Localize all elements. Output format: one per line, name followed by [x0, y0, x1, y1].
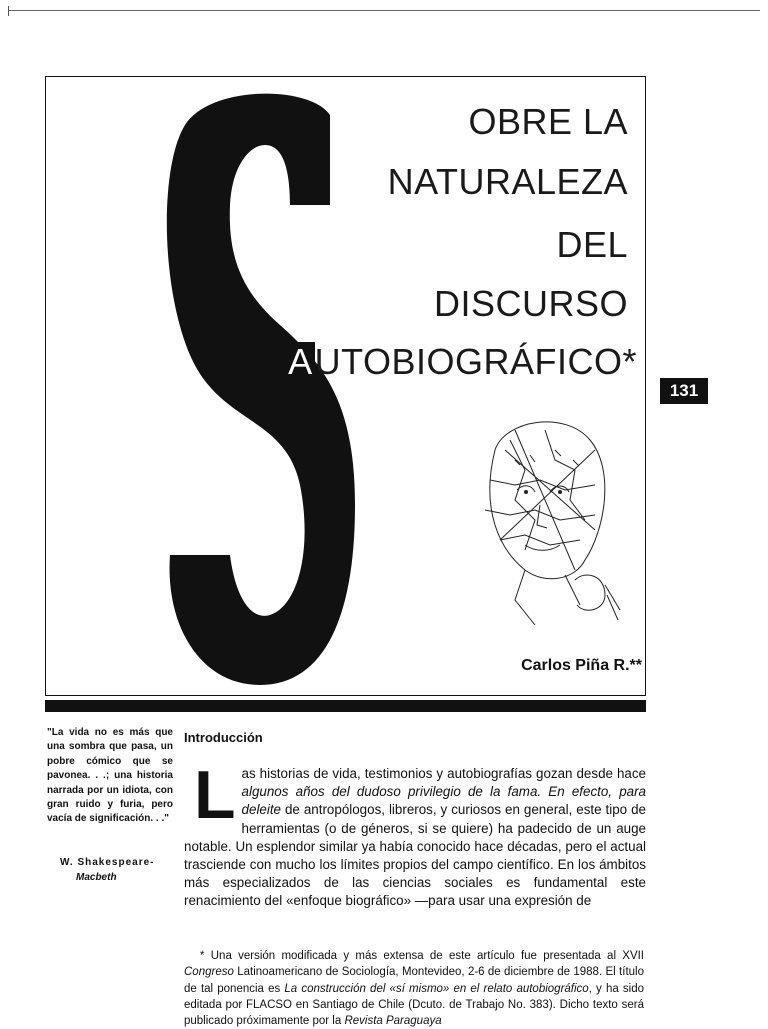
portrait-sketch: [455, 410, 625, 640]
section-heading: Introducción: [184, 730, 263, 745]
title-line-3: DEL: [556, 224, 628, 265]
body-paragraph: [184, 757, 646, 911]
footnote-italic-1: Congreso: [184, 966, 234, 979]
body-text-part-2: de antropólogos, libreros, y curiosos en general, este tipo de herramientas (o de géneros, si se quiere) ha padecido de un auge notable. Un esplendor similar ya había conocido hace décadas, pero el actual trasciende con mucho los límites propios del campo científico. En los ámbitos más especializados de las ciencias sociales es fundamental este renacimiento del «enfoque biográfico» —para usar una expresión de: [184, 802, 646, 909]
page-number: 131: [660, 378, 708, 404]
author-name: Carlos Piña R.**: [521, 657, 642, 674]
drop-cap: L: [194, 757, 236, 833]
title-bottom-bar: [45, 700, 646, 712]
epigraph-quote: "La vida no es más que una sombra que pasa, un pobre cómico que se pavonea. . .; una historia narrada por un idiota, con gran ruido y furia, pero vacía de significación. . .": [47, 727, 173, 825]
footnote-italic-2: La construcción del «sí mismo» en el relato autobiográfico: [284, 982, 589, 995]
epigraph-work: Macbeth: [76, 872, 117, 883]
title-line-2: NATURALEZA: [387, 161, 628, 202]
footnote-italic-3: Revista Paraguaya: [344, 1015, 442, 1028]
body-text-part-1: as historias de vida, testimonios y autobiografías gozan desde hace: [241, 766, 646, 781]
title-line-5: [282, 342, 637, 382]
title-line-4: DISCURSO: [433, 283, 628, 324]
epigraph-author: W. Shakespeare-: [60, 857, 155, 868]
crop-mark: [8, 6, 15, 16]
title-line-5-first-letter: A: [282, 342, 315, 382]
top-rule: [8, 10, 760, 11]
footnote-part-3: , y ha sido editada por FLACSO en Santiago de Chile (Dcuto. de Trabajo No. 383). Dicho texto será publicado próximamente por la: [184, 982, 645, 1028]
title-initial-s: [150, 85, 370, 685]
footnote: [184, 948, 644, 1029]
title-line-5-rest: UTOBIOGRÁFICO*: [314, 341, 637, 382]
title-line-1: OBRE LA: [468, 101, 628, 142]
footnote-part-1: * Una versión modificada y más extensa de este artículo fue presentada al XVII: [200, 950, 644, 962]
footnote-part-2: Latinoamericano de Sociología, Montevideo, 2-6 de diciembre de 1988. El título de tal ponencia es: [184, 966, 644, 995]
body-text-italic: algunos años del dudoso privilegio de la fama. En efecto, para deleite: [241, 784, 646, 818]
